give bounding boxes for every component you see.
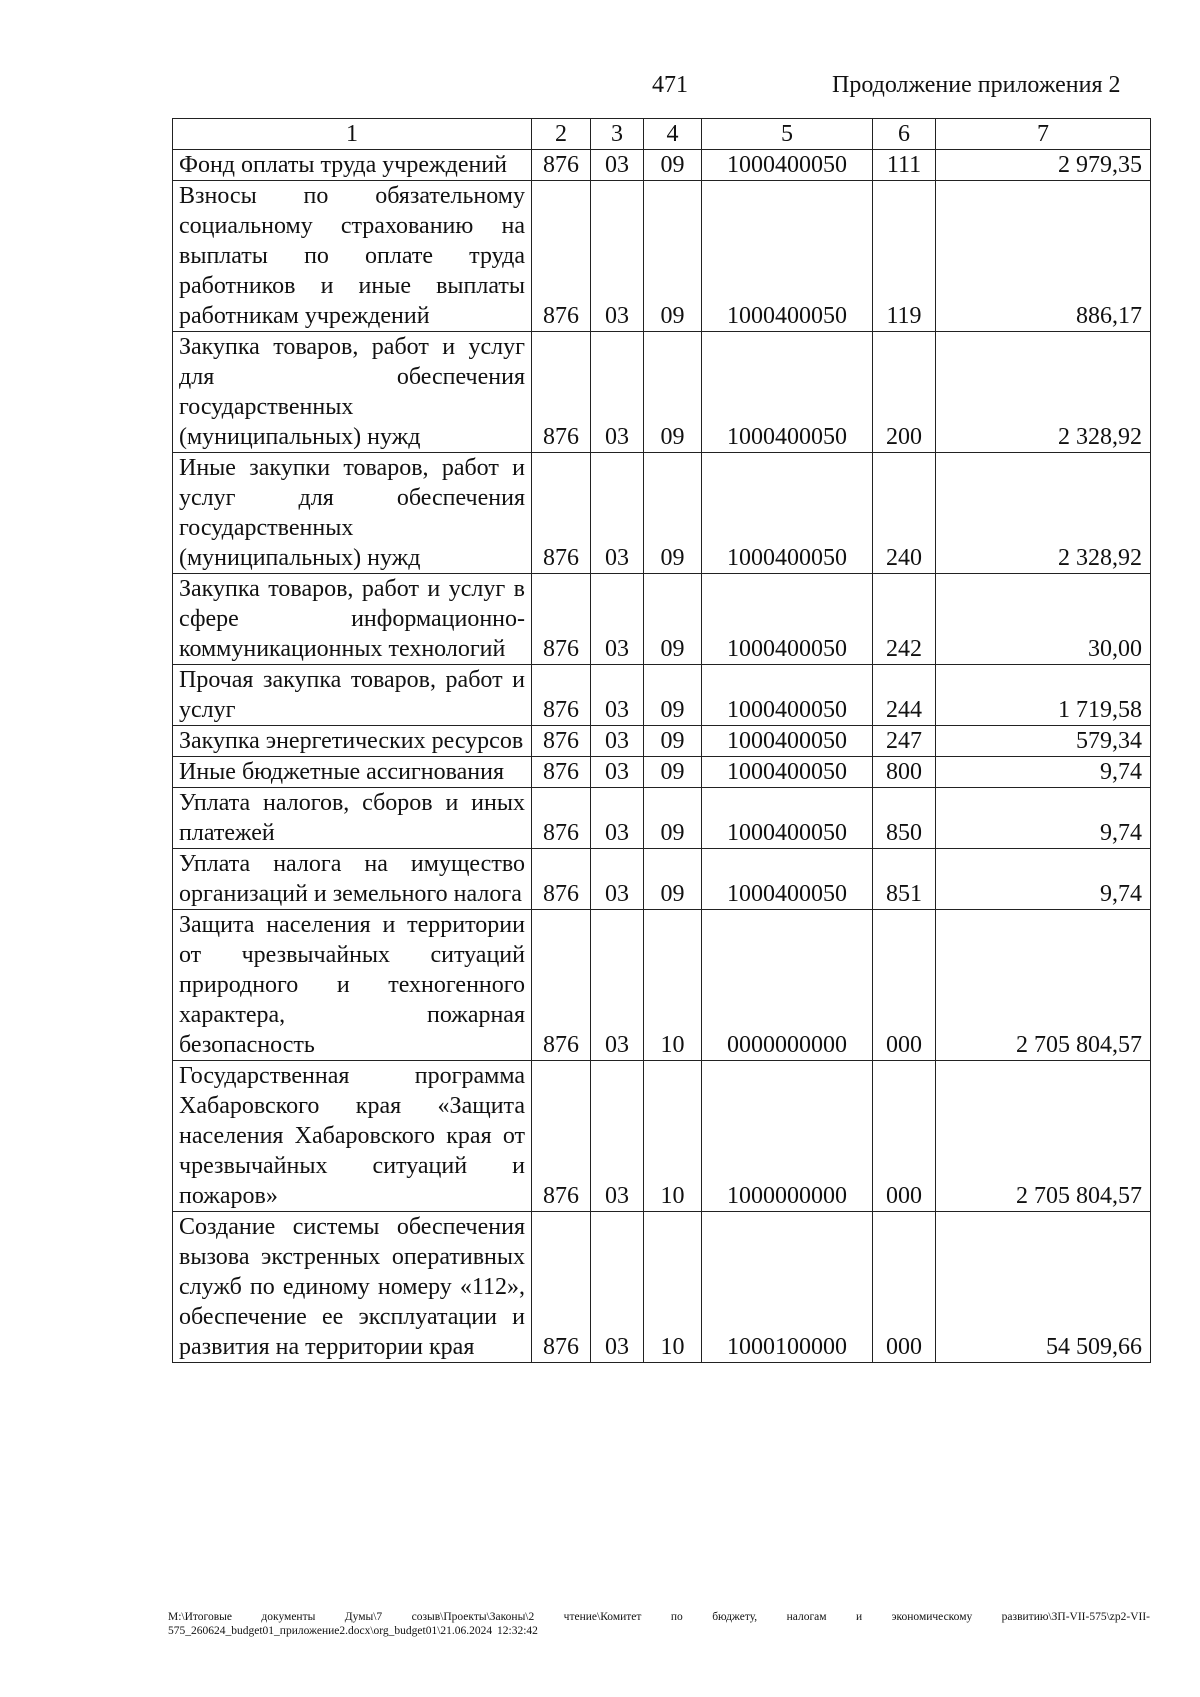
table-row xyxy=(173,574,1151,665)
target-article-code: 1000400050 xyxy=(702,849,873,910)
subsection-code: 09 xyxy=(644,453,702,574)
budget-table xyxy=(172,118,1151,1363)
column-header: 1 xyxy=(173,119,532,150)
table-row xyxy=(173,757,1151,788)
table-row xyxy=(173,453,1151,574)
row-name: Уплата налогов, сборов и иных платежей xyxy=(173,788,532,849)
section-code: 03 xyxy=(591,757,644,788)
subsection-code: 09 xyxy=(644,849,702,910)
subsection-code: 09 xyxy=(644,574,702,665)
expense-type-code: 111 xyxy=(873,150,936,181)
column-header: 2 xyxy=(532,119,591,150)
subsection-code: 10 xyxy=(644,1061,702,1212)
section-code: 03 xyxy=(591,726,644,757)
section-code: 03 xyxy=(591,1061,644,1212)
ved-code: 876 xyxy=(532,574,591,665)
column-header: 7 xyxy=(936,119,1151,150)
ved-code: 876 xyxy=(532,1061,591,1212)
expense-type-code: 800 xyxy=(873,757,936,788)
row-name: Закупка товаров, работ и услуг для обеспечения государственных (муниципальных) нужд xyxy=(173,332,532,453)
target-article-code: 1000400050 xyxy=(702,181,873,332)
target-article-code: 1000100000 xyxy=(702,1212,873,1363)
sum-value: 9,74 xyxy=(936,788,1151,849)
row-name: Иные закупки товаров, работ и услуг для обеспечения государственных (муниципальных) нужд xyxy=(173,453,532,574)
sum-value: 9,74 xyxy=(936,849,1151,910)
row-name: Защита населения и территории от чрезвычайных ситуаций природного и техногенного характера, пожарная безопасность xyxy=(173,910,532,1061)
section-code: 03 xyxy=(591,453,644,574)
subsection-code: 09 xyxy=(644,757,702,788)
section-code: 03 xyxy=(591,574,644,665)
expense-type-code: 247 xyxy=(873,726,936,757)
column-header: 3 xyxy=(591,119,644,150)
target-article-code: 1000400050 xyxy=(702,665,873,726)
expense-type-code: 000 xyxy=(873,1061,936,1212)
expense-type-code: 240 xyxy=(873,453,936,574)
ved-code: 876 xyxy=(532,1212,591,1363)
sum-value: 2 979,35 xyxy=(936,150,1151,181)
ved-code: 876 xyxy=(532,181,591,332)
file-path-footer: M:\Итоговые документы Думы\7 созыв\Проекты\Законы\2 чтение\Комитет по бюджету, налогам и экономическому развитию\ЗП-VII-575\zp2-VII-575_260624_budget01_приложение2.docx\org_budget01\21.06.2024 12:32:42 xyxy=(168,1611,1150,1637)
table-header-row xyxy=(173,119,1151,150)
expense-type-code: 242 xyxy=(873,574,936,665)
row-name: Создание системы обеспечения вызова экстренных оперативных служб по единому номеру «112», обеспечение ее эксплуатации и развития на территории края xyxy=(173,1212,532,1363)
table-row xyxy=(173,910,1151,1061)
sum-value: 2 328,92 xyxy=(936,453,1151,574)
target-article-code: 1000400050 xyxy=(702,150,873,181)
expense-type-code: 000 xyxy=(873,910,936,1061)
section-code: 03 xyxy=(591,1212,644,1363)
section-code: 03 xyxy=(591,181,644,332)
ved-code: 876 xyxy=(532,665,591,726)
row-name: Закупка товаров, работ и услуг в сфере информационно-коммуникационных технологий xyxy=(173,574,532,665)
ved-code: 876 xyxy=(532,910,591,1061)
target-article-code: 1000400050 xyxy=(702,574,873,665)
ved-code: 876 xyxy=(532,726,591,757)
section-code: 03 xyxy=(591,150,644,181)
expense-type-code: 244 xyxy=(873,665,936,726)
subsection-code: 09 xyxy=(644,665,702,726)
table-row xyxy=(173,665,1151,726)
row-name: Закупка энергетических ресурсов xyxy=(173,726,532,757)
sum-value: 579,34 xyxy=(936,726,1151,757)
expense-type-code: 200 xyxy=(873,332,936,453)
table-row xyxy=(173,1212,1151,1363)
sum-value: 886,17 xyxy=(936,181,1151,332)
column-header: 6 xyxy=(873,119,936,150)
target-article-code: 1000400050 xyxy=(702,788,873,849)
expense-type-code: 851 xyxy=(873,849,936,910)
subsection-code: 09 xyxy=(644,181,702,332)
target-article-code: 0000000000 xyxy=(702,910,873,1061)
table-row xyxy=(173,849,1151,910)
expense-type-code: 119 xyxy=(873,181,936,332)
subsection-code: 10 xyxy=(644,1212,702,1363)
target-article-code: 1000400050 xyxy=(702,726,873,757)
sum-value: 9,74 xyxy=(936,757,1151,788)
section-code: 03 xyxy=(591,332,644,453)
ved-code: 876 xyxy=(532,332,591,453)
expense-type-code: 000 xyxy=(873,1212,936,1363)
ved-code: 876 xyxy=(532,150,591,181)
row-name: Фонд оплаты труда учреждений xyxy=(173,150,532,181)
section-code: 03 xyxy=(591,910,644,1061)
sum-value: 30,00 xyxy=(936,574,1151,665)
section-code: 03 xyxy=(591,665,644,726)
sum-value: 54 509,66 xyxy=(936,1212,1151,1363)
table-row xyxy=(173,181,1151,332)
row-name: Уплата налога на имущество организаций и земельного налога xyxy=(173,849,532,910)
subsection-code: 10 xyxy=(644,910,702,1061)
row-name: Прочая закупка товаров, работ и услуг xyxy=(173,665,532,726)
column-header: 5 xyxy=(702,119,873,150)
sum-value: 2 705 804,57 xyxy=(936,910,1151,1061)
subsection-code: 09 xyxy=(644,726,702,757)
table-row xyxy=(173,332,1151,453)
ved-code: 876 xyxy=(532,849,591,910)
expense-type-code: 850 xyxy=(873,788,936,849)
sum-value: 2 705 804,57 xyxy=(936,1061,1151,1212)
target-article-code: 1000000000 xyxy=(702,1061,873,1212)
row-name: Государственная программа Хабаровского края «Защита населения Хабаровского края от чрезвычайных ситуаций и пожаров» xyxy=(173,1061,532,1212)
row-name: Иные бюджетные ассигнования xyxy=(173,757,532,788)
table-row xyxy=(173,788,1151,849)
subsection-code: 09 xyxy=(644,788,702,849)
column-header: 4 xyxy=(644,119,702,150)
row-name: Взносы по обязательному социальному страхованию на выплаты по оплате труда работников и иные выплаты работникам учреждений xyxy=(173,181,532,332)
table-row xyxy=(173,1061,1151,1212)
target-article-code: 1000400050 xyxy=(702,757,873,788)
table-row xyxy=(173,726,1151,757)
section-code: 03 xyxy=(591,788,644,849)
sum-value: 1 719,58 xyxy=(936,665,1151,726)
subsection-code: 09 xyxy=(644,150,702,181)
ved-code: 876 xyxy=(532,453,591,574)
section-code: 03 xyxy=(591,849,644,910)
target-article-code: 1000400050 xyxy=(702,453,873,574)
page-number: 471 xyxy=(652,72,688,98)
table-row xyxy=(173,150,1151,181)
subsection-code: 09 xyxy=(644,332,702,453)
ved-code: 876 xyxy=(532,788,591,849)
ved-code: 876 xyxy=(532,757,591,788)
target-article-code: 1000400050 xyxy=(702,332,873,453)
continuation-caption: Продолжение приложения 2 xyxy=(832,72,1121,98)
sum-value: 2 328,92 xyxy=(936,332,1151,453)
